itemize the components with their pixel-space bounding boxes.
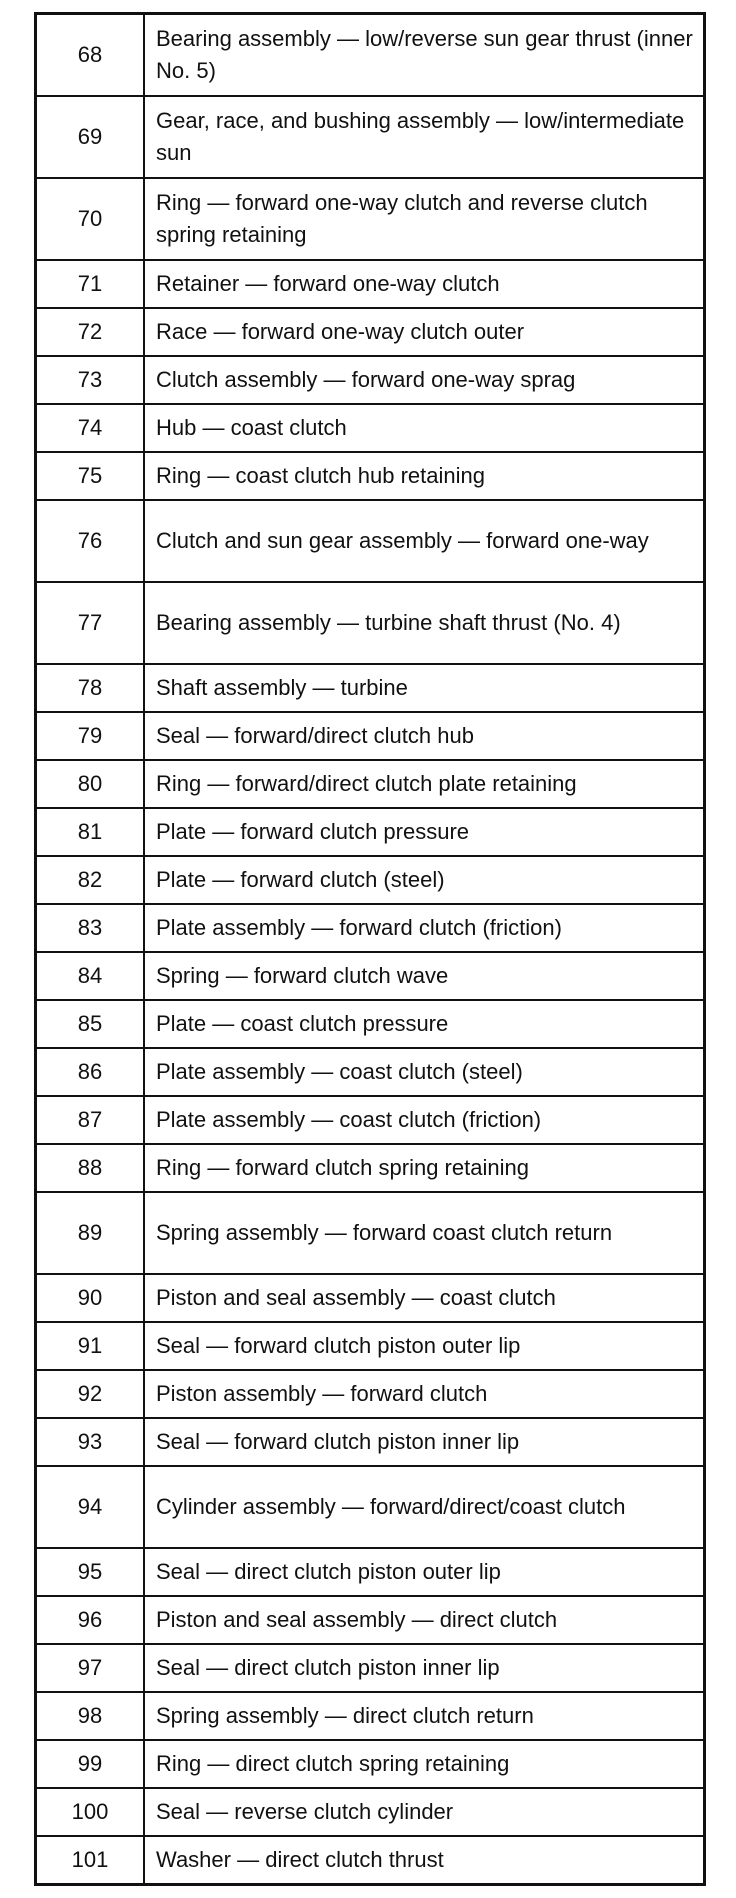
- item-number: 89: [36, 1192, 145, 1274]
- item-number: 93: [36, 1418, 145, 1466]
- table-row: [36, 1596, 705, 1644]
- item-description: Ring — forward clutch spring retaining: [144, 1144, 705, 1192]
- item-description: Seal — forward clutch piston outer lip: [144, 1322, 705, 1370]
- item-description: Ring — forward/direct clutch plate retaining: [144, 760, 705, 808]
- item-number: 82: [36, 856, 145, 904]
- table-row: [36, 1144, 705, 1192]
- item-description: Gear, race, and bushing assembly — low/intermediate sun: [144, 96, 705, 178]
- item-number: 85: [36, 1000, 145, 1048]
- item-number: 96: [36, 1596, 145, 1644]
- item-number: 70: [36, 178, 145, 260]
- item-number: 95: [36, 1548, 145, 1596]
- table-row: [36, 1644, 705, 1692]
- item-number: 84: [36, 952, 145, 1000]
- table-row: [36, 452, 705, 500]
- table-row: [36, 1466, 705, 1548]
- item-number: 68: [36, 14, 145, 97]
- item-description: Seal — forward/direct clutch hub: [144, 712, 705, 760]
- table-row: [36, 1692, 705, 1740]
- table-row: [36, 404, 705, 452]
- item-description: Plate — forward clutch pressure: [144, 808, 705, 856]
- table-row: [36, 356, 705, 404]
- item-description: Clutch assembly — forward one-way sprag: [144, 356, 705, 404]
- item-description: Ring — direct clutch spring retaining: [144, 1740, 705, 1788]
- item-description: Spring — forward clutch wave: [144, 952, 705, 1000]
- item-description: Race — forward one-way clutch outer: [144, 308, 705, 356]
- item-description: Washer — direct clutch thrust: [144, 1836, 705, 1885]
- item-description: Plate assembly — coast clutch (friction): [144, 1096, 705, 1144]
- item-number: 99: [36, 1740, 145, 1788]
- item-number: 97: [36, 1644, 145, 1692]
- item-description: Plate — coast clutch pressure: [144, 1000, 705, 1048]
- item-description: Spring assembly — forward coast clutch return: [144, 1192, 705, 1274]
- table-row: [36, 1548, 705, 1596]
- item-description: Piston and seal assembly — coast clutch: [144, 1274, 705, 1322]
- item-number: 92: [36, 1370, 145, 1418]
- table-row: [36, 178, 705, 260]
- item-description: Piston assembly — forward clutch: [144, 1370, 705, 1418]
- item-number: 88: [36, 1144, 145, 1192]
- item-number: 78: [36, 664, 145, 712]
- item-number: 71: [36, 260, 145, 308]
- item-number: 87: [36, 1096, 145, 1144]
- item-number: 86: [36, 1048, 145, 1096]
- table-row: [36, 96, 705, 178]
- table-row: [36, 1418, 705, 1466]
- item-description: Seal — reverse clutch cylinder: [144, 1788, 705, 1836]
- table-row: [36, 808, 705, 856]
- table-row: [36, 1370, 705, 1418]
- item-number: 73: [36, 356, 145, 404]
- table-row: [36, 582, 705, 664]
- item-number: 101: [36, 1836, 145, 1885]
- item-description: Plate — forward clutch (steel): [144, 856, 705, 904]
- item-number: 75: [36, 452, 145, 500]
- item-description: Bearing assembly — turbine shaft thrust (No. 4): [144, 582, 705, 664]
- item-number: 69: [36, 96, 145, 178]
- table-row: [36, 1048, 705, 1096]
- table-row: [36, 664, 705, 712]
- item-description: Retainer — forward one-way clutch: [144, 260, 705, 308]
- item-number: 80: [36, 760, 145, 808]
- item-description: Hub — coast clutch: [144, 404, 705, 452]
- table-row: [36, 712, 705, 760]
- table-row: [36, 952, 705, 1000]
- item-description: Plate assembly — forward clutch (friction): [144, 904, 705, 952]
- item-description: Piston and seal assembly — direct clutch: [144, 1596, 705, 1644]
- item-description: Spring assembly — direct clutch return: [144, 1692, 705, 1740]
- item-number: 91: [36, 1322, 145, 1370]
- table-row: [36, 904, 705, 952]
- table-row: [36, 856, 705, 904]
- table-row: [36, 14, 705, 97]
- item-description: Cylinder assembly — forward/direct/coast clutch: [144, 1466, 705, 1548]
- item-number: 74: [36, 404, 145, 452]
- item-description: Clutch and sun gear assembly — forward one-way: [144, 500, 705, 582]
- item-description: Bearing assembly — low/reverse sun gear thrust (inner No. 5): [144, 14, 705, 97]
- item-description: Seal — forward clutch piston inner lip: [144, 1418, 705, 1466]
- table-row: [36, 1000, 705, 1048]
- table-row: [36, 1836, 705, 1885]
- table-row: [36, 1788, 705, 1836]
- parts-table-body: [36, 14, 705, 1885]
- table-row: [36, 308, 705, 356]
- item-number: 98: [36, 1692, 145, 1740]
- item-number: 94: [36, 1466, 145, 1548]
- table-row: [36, 260, 705, 308]
- table-row: [36, 1322, 705, 1370]
- item-description: Seal — direct clutch piston outer lip: [144, 1548, 705, 1596]
- item-number: 79: [36, 712, 145, 760]
- table-row: [36, 1274, 705, 1322]
- item-description: Ring — coast clutch hub retaining: [144, 452, 705, 500]
- table-row: [36, 1096, 705, 1144]
- table-row: [36, 1192, 705, 1274]
- item-number: 77: [36, 582, 145, 664]
- item-description: Shaft assembly — turbine: [144, 664, 705, 712]
- item-number: 72: [36, 308, 145, 356]
- item-number: 81: [36, 808, 145, 856]
- item-description: Ring — forward one-way clutch and reverse clutch spring retaining: [144, 178, 705, 260]
- table-row: [36, 760, 705, 808]
- table-row: [36, 1740, 705, 1788]
- item-number: 76: [36, 500, 145, 582]
- item-description: Seal — direct clutch piston inner lip: [144, 1644, 705, 1692]
- parts-table: [34, 12, 706, 1886]
- table-row: [36, 500, 705, 582]
- item-number: 90: [36, 1274, 145, 1322]
- item-number: 83: [36, 904, 145, 952]
- item-description: Plate assembly — coast clutch (steel): [144, 1048, 705, 1096]
- item-number: 100: [36, 1788, 145, 1836]
